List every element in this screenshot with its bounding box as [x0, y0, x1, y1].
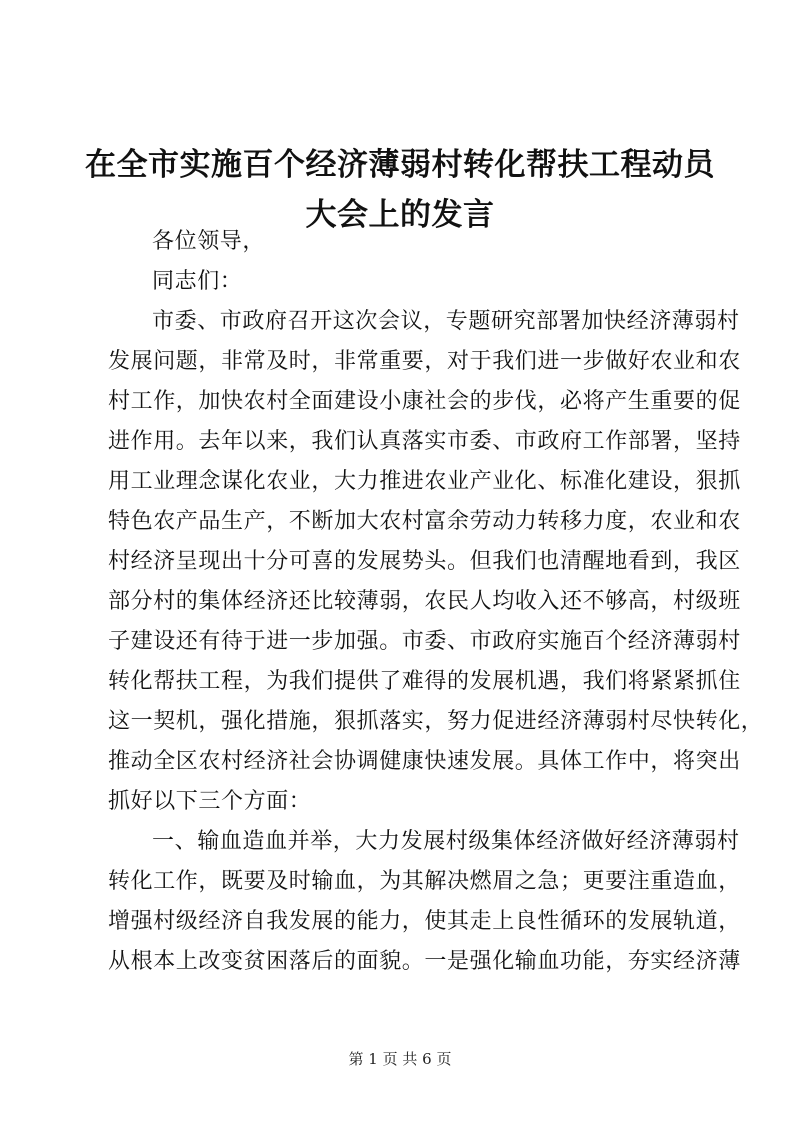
- text-line: 村经济呈现出十分可喜的发展势头。但我们也清醒地看到，我区: [108, 549, 741, 574]
- text-line: 增强村级经济自我发展的能力，使其走上良性循环的发展轨道，: [108, 909, 741, 934]
- text-line: 子建设还有待于进一步加强。市委、市政府实施百个经济薄弱村: [108, 629, 741, 654]
- text-line: 部分村的集体经济还比较薄弱，农民人均收入还不够高，村级班: [108, 589, 741, 614]
- text-line: 市委、市政府召开这次会议，专题研究部署加快经济薄弱村: [152, 309, 740, 334]
- text-line: 转化工作，既要及时输血，为其解决燃眉之急；更要注重造血，: [108, 869, 741, 894]
- text-line: 用工业理念谋化农业，大力推进农业产业化、标准化建设，狠抓: [108, 469, 741, 494]
- text-line: 特色农产品生产，不断加大农村富余劳动力转移力度，农业和农: [108, 509, 741, 534]
- page-footer: 第 1 页 共 6 页: [348, 1050, 452, 1068]
- text-line: 村工作，加快农村全面建设小康社会的步伐，必将产生重要的促: [108, 389, 741, 414]
- title-line-2: 大会上的发言: [305, 197, 495, 233]
- text-line: 从根本上改变贫困落后的面貌。一是强化输血功能，夯实经济薄: [108, 949, 741, 974]
- title-line-1: 在全市实施百个经济薄弱村转化帮扶工程动员: [85, 147, 715, 183]
- text-line: 各位领导，: [152, 229, 266, 254]
- text-line: 推动全区农村经济社会协调健康快速发展。具体工作中，将突出: [108, 749, 741, 774]
- text-line: 同志们：: [152, 269, 243, 294]
- document-body: [108, 222, 764, 982]
- text-line: 转化帮扶工程，为我们提供了难得的发展机遇，我们将紧紧抓住: [108, 669, 741, 694]
- text-line: 抓好以下三个方面：: [108, 789, 312, 814]
- text-line: 这一契机，强化措施，狠抓落实，努力促进经济薄弱村尽快转化，: [108, 709, 764, 734]
- text-line: 进作用。去年以来，我们认真落实市委、市政府工作部署，坚持: [108, 429, 741, 454]
- text-line: 发展问题，非常及时，非常重要，对于我们进一步做好农业和农: [108, 349, 741, 374]
- text-line: 一、输血造血并举，大力发展村级集体经济做好经济薄弱村: [152, 829, 740, 854]
